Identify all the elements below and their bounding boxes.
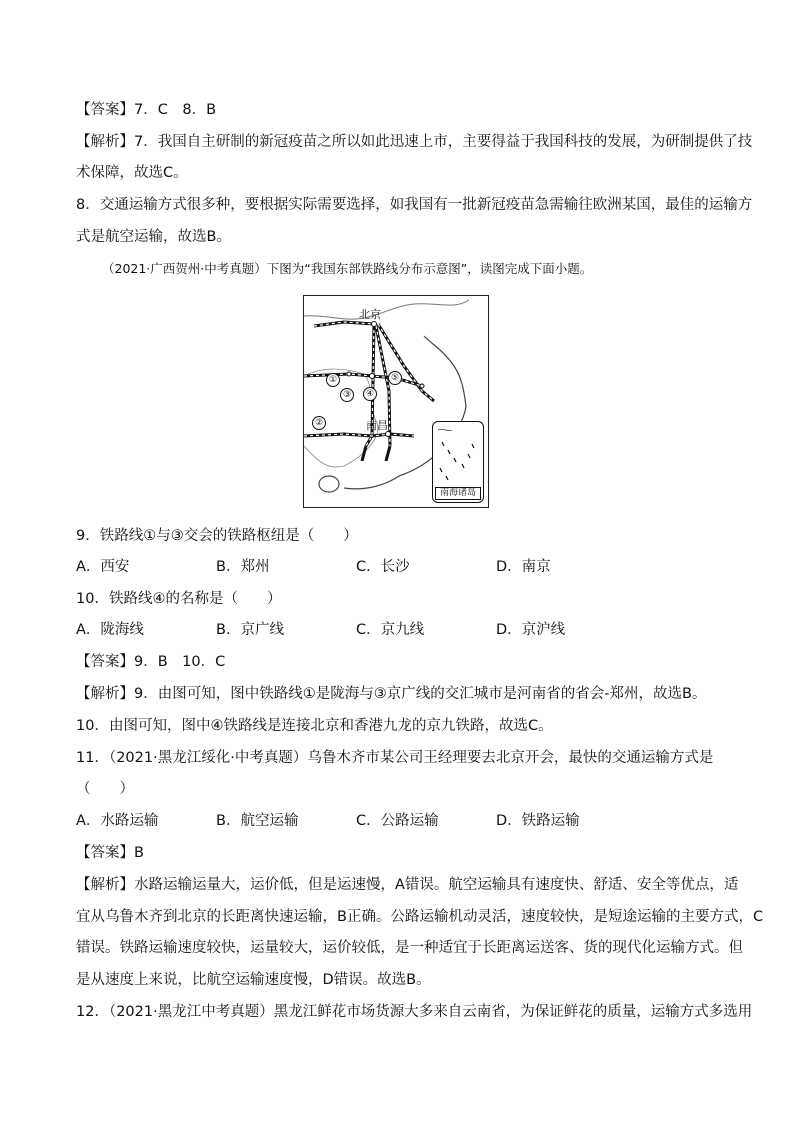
explanation-10: 10．由图可知，图中④铁路线是连接北京和香港九龙的京九铁路，故选C。 — [76, 718, 553, 734]
explanation-11-line4: 是从速度上来说，比航空运输速度慢，D错误。故选B。 — [76, 972, 431, 988]
map-marker-4: ④ — [363, 387, 377, 401]
inset-label: 南海诸岛 — [435, 487, 481, 500]
answer-7-8: 【答案】7．C 8．B — [76, 102, 217, 118]
question-9-stem: 9．铁路线①与③交会的铁路枢纽是（ ） — [76, 528, 358, 544]
question-10-option-d: D．京沪线 — [496, 622, 566, 638]
explanation-8-line1: 8．交通运输方式很多种，要根据实际需要选择，如我国有一批新冠疫苗急需输往欧洲某国，最佳的运输方 — [76, 197, 753, 213]
answer-9-10: 【答案】9．B 10．C — [76, 654, 226, 670]
question-11-option-d: D．铁路运输 — [496, 813, 580, 829]
railway-map — [303, 295, 489, 508]
question-11-stem-line2: （ ） — [76, 781, 134, 797]
question-11-option-b: B．航空运输 — [216, 813, 299, 829]
map-marker-2: ② — [312, 416, 326, 430]
explanation-11-line2: 宜从乌鲁木齐到北京的长距离快速运输，B正确。公路运输机动灵活，速度较快，是短途运输的主要方式，C — [76, 909, 764, 925]
question-9-option-a: A．西安 — [76, 559, 130, 575]
explanation-9: 【解析】9．由图可知，图中铁路线①是陇海与③京广线的交汇城市是河南省的省会-郑州，故选B。 — [76, 686, 707, 702]
map-marker-3: ③ — [340, 388, 354, 402]
question-12-stem-line1: 12．（2021·黑龙江中考真题）黑龙江鲜花市场货源大多来自云南省，为保证鲜花的质量，运输方式多选用 — [76, 1004, 753, 1020]
map-marker-1: ① — [326, 373, 340, 387]
question-10-option-b: B．京广线 — [216, 622, 284, 638]
question-10-option-c: C．京九线 — [356, 622, 425, 638]
explanation-7-line1: 【解析】7．我国自主研制的新冠疫苗之所以如此迅速上市，主要得益于我国科技的发展，为研制提供了技 — [76, 134, 753, 150]
question-10-option-a: A．陇海线 — [76, 622, 144, 638]
explanation-8-line2: 式是航空运输，故选B。 — [76, 229, 231, 245]
map-label-nanchang: 南昌 — [366, 419, 388, 432]
question-11-options — [76, 811, 726, 831]
map-marker-5: ⑤ — [388, 371, 402, 385]
answer-11: 【答案】B — [76, 845, 144, 861]
question-11-stem-line1: 11．（2021·黑龙江绥化·中考真题）乌鲁木齐市某公司王经理要去北京开会，最快的交通运输方式是 — [76, 750, 714, 766]
south-china-sea-inset — [432, 421, 484, 503]
question-11-option-c: C．公路运输 — [356, 813, 439, 829]
question-9-options — [76, 557, 726, 577]
question-9-option-c: C．长沙 — [356, 559, 410, 575]
question-11-option-a: A．水路运输 — [76, 813, 159, 829]
question-10-stem: 10．铁路线④的名称是（ ） — [76, 591, 282, 607]
explanation-11-line3: 错误。铁路运输速度较快，运量较大，运价较低，是一种适宜于长距离运送客、货的现代化运输方式。但 — [76, 940, 743, 956]
explanation-11-line1: 【解析】水路运输运量大，运价低，但是运速慢，A错误。航空运输具有速度快、舒适、安全等优点，适 — [76, 877, 739, 893]
question-9-intro: （2021·广西贺州·中考真题）下图为“我国东部铁路线分布示意图”，读图完成下面小题。 — [102, 261, 593, 276]
inset-drawing — [434, 424, 482, 488]
explanation-7-line2: 术保障，故选C。 — [76, 165, 188, 181]
question-9-option-b: B．郑州 — [216, 559, 270, 575]
map-label-beijing: 北京 — [359, 308, 381, 321]
question-10-options — [76, 620, 726, 640]
question-9-option-d: D．南京 — [496, 559, 551, 575]
